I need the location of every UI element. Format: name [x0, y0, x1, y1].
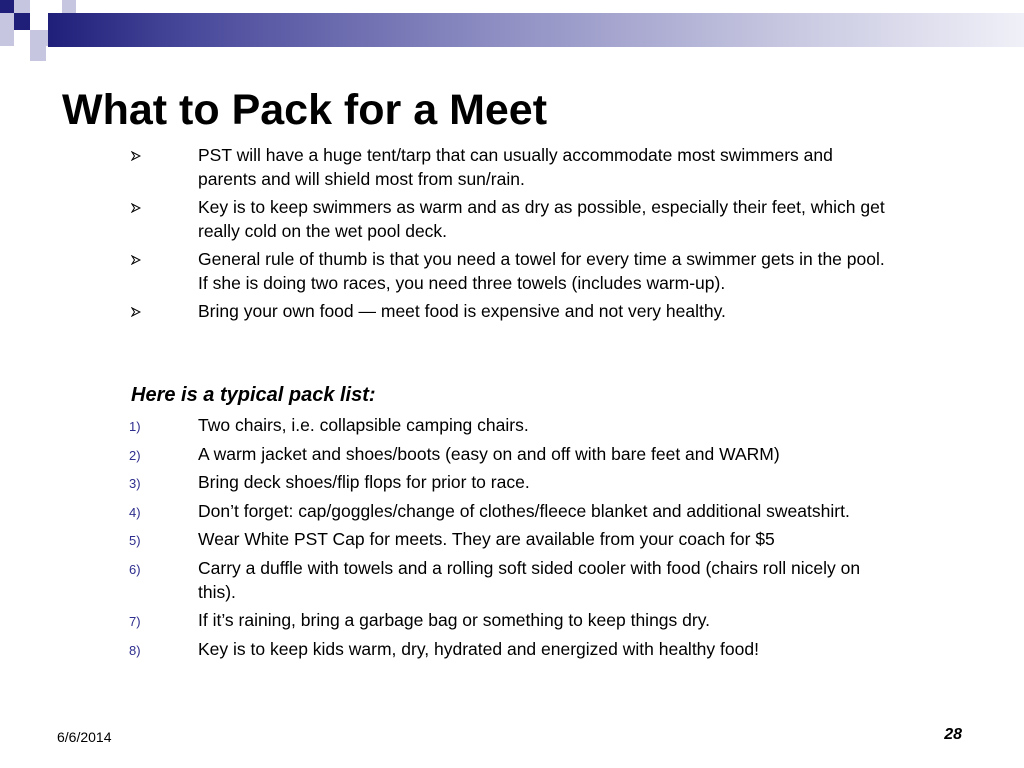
bullet-list — [0, 143, 900, 327]
pack-list-item — [0, 527, 890, 551]
arrowhead-bullet-icon — [131, 247, 145, 271]
pack-item-text: Carry a duffle with towels and a rolling soft sided cooler with food (chairs roll nicely on this). — [198, 557, 861, 602]
pack-list-item — [0, 637, 890, 661]
pack-list-item — [0, 499, 890, 523]
pack-item-number: 4) — [129, 504, 141, 520]
footer-date: 6/6/2014 — [57, 729, 112, 745]
header-square-light-2 — [62, 0, 76, 13]
bullet-item — [0, 143, 890, 191]
pack-item-text: A warm jacket and shoes/boots (easy on and off with bare feet and WARM) — [198, 443, 780, 464]
pack-list-item — [0, 608, 890, 632]
pack-list — [0, 413, 900, 665]
pack-list-heading: Here is a typical pack list: — [131, 384, 376, 406]
header-square-dark-2 — [14, 13, 30, 30]
arrowhead-bullet-icon — [131, 299, 145, 323]
pack-list-item — [0, 470, 890, 494]
bullet-item — [0, 195, 890, 243]
pack-item-text: Two chairs, i.e. collapsible camping chairs. — [198, 415, 529, 435]
bullet-item — [0, 247, 890, 295]
header-square-light-3 — [0, 13, 14, 30]
bullet-text: Key is to keep swimmers as warm and as dry as possible, especially their feet, which get really cold on the wet pool deck. — [198, 197, 885, 241]
header-square-light-1 — [14, 0, 30, 13]
bullet-text: General rule of thumb is that you need a towel for every time a swimmer gets in the pool. If she is doing two races, you need three towels (includes warm-up). — [198, 249, 885, 293]
pack-item-text: Wear White PST Cap for meets. They are available from your coach for $5 — [198, 529, 775, 549]
header-square-light-5 — [30, 30, 48, 46]
pack-item-number: 6) — [129, 561, 141, 577]
header-square-light-4 — [0, 30, 14, 46]
pack-item-number: 7) — [129, 614, 141, 629]
pack-list-item — [0, 556, 890, 604]
slide-title: What to Pack for a Meet — [62, 86, 548, 134]
pack-item-number: 8) — [129, 642, 141, 658]
pack-item-number: 2) — [129, 447, 141, 463]
bullet-text: PST will have a huge tent/tarp that can usually accommodate most swimmers and parents and will shield most from sun/rain. — [198, 145, 833, 189]
pack-item-text: If it’s raining, bring a garbage bag or something to keep things dry. — [198, 610, 711, 630]
header-square-dark-1 — [0, 0, 14, 13]
pack-item-text: Key is to keep kids warm, dry, hydrated and energized with healthy food! — [198, 638, 759, 659]
arrowhead-bullet-icon — [131, 143, 145, 167]
pack-item-number: 5) — [129, 533, 141, 548]
bullet-text: Bring your own food — meet food is expensive and not very healthy. — [198, 301, 726, 321]
header-gradient-bar — [48, 13, 1024, 47]
bullet-item — [0, 299, 890, 323]
arrowhead-bullet-icon — [131, 195, 145, 219]
pack-item-number: 3) — [129, 476, 141, 491]
pack-item-number: 1) — [129, 419, 141, 434]
pack-list-item — [0, 442, 890, 466]
pack-item-text: Don’t forget: cap/goggles/change of clothes/fleece blanket and additional sweatshirt. — [198, 500, 850, 521]
page-number: 28 — [944, 726, 962, 743]
header-square-light-6 — [30, 46, 46, 61]
pack-list-item — [0, 413, 890, 437]
pack-item-text: Bring deck shoes/flip flops for prior to race. — [198, 472, 530, 492]
